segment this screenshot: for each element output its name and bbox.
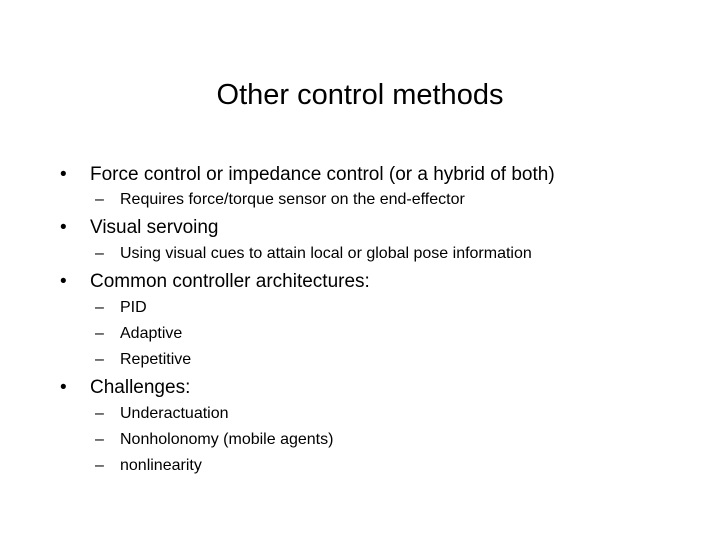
bullet-text: Visual servoing (90, 217, 219, 238)
dash-marker: – (95, 457, 104, 474)
bullet-marker: • (60, 164, 67, 185)
sub-item-text: Requires force/torque sensor on the end-effector (120, 191, 465, 208)
dash-marker: – (95, 405, 104, 422)
sub-item-text: Using visual cues to attain local or global pose information (120, 245, 532, 262)
bullet-marker: • (60, 271, 67, 292)
dash-marker: – (95, 431, 104, 448)
sub-item-text: Repetitive (120, 351, 192, 368)
sub-item-text: PID (120, 299, 147, 316)
dash-marker: – (95, 299, 104, 316)
dash-marker: – (95, 191, 104, 208)
sub-item-text: nonlinearity (120, 457, 202, 474)
bullet-text: Force control or impedance control (or a hybrid of both) (90, 164, 555, 185)
dash-marker: – (95, 245, 104, 262)
sub-item-text: Adaptive (120, 325, 183, 342)
bullet-marker: • (60, 377, 67, 398)
dash-marker: – (95, 351, 104, 368)
sub-item-text: Nonholonomy (mobile agents) (120, 431, 334, 448)
dash-marker: – (95, 325, 104, 342)
sub-item-text: Underactuation (120, 405, 229, 422)
bullet-text: Challenges: (90, 377, 191, 398)
slide-title: Other control methods (216, 79, 504, 111)
bullet-marker: • (60, 217, 67, 238)
bullet-text: Common controller architectures: (90, 271, 370, 292)
